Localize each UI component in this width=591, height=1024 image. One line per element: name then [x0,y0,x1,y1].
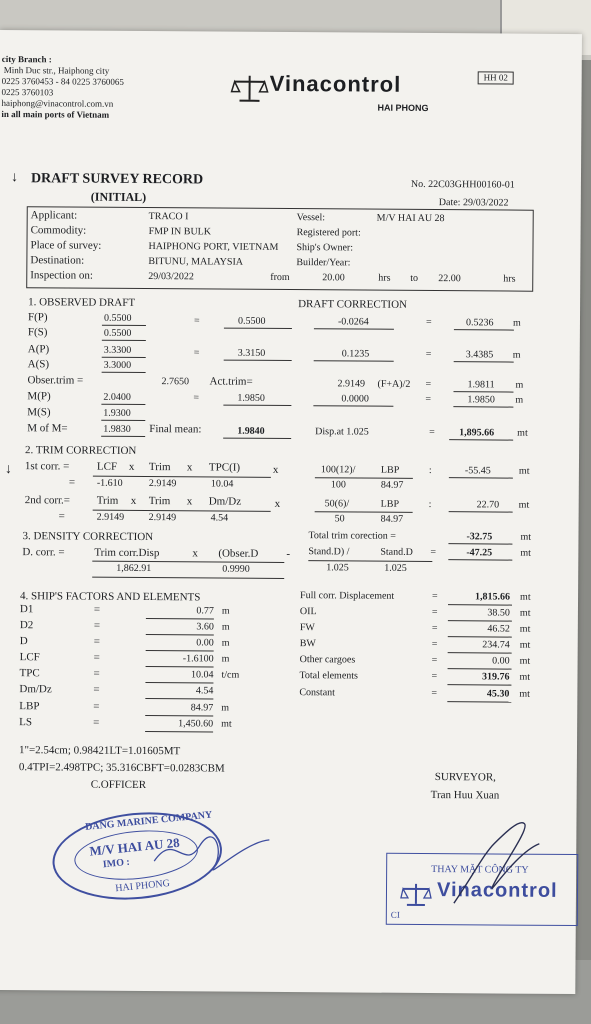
element-unit: mt [519,607,531,619]
element-unit: mt [519,688,530,700]
rule [145,731,213,732]
fa-result-value: 1.9811 [467,379,495,391]
rule [313,405,393,407]
element-value: 45.30 [486,688,510,700]
rule [448,543,512,544]
equals-sign: = [431,623,438,635]
factor-label: D1 [19,603,34,616]
ships-factors-title: 4. SHIP'S FACTORS AND ELEMENTS [20,590,201,604]
rule [101,404,145,405]
document-number: No. 22C03GHH00160-01 [410,178,515,191]
factor-label: LS [19,716,33,729]
ms-value: 1.9300 [103,407,131,419]
factor-value: 1,450.60 [178,718,214,730]
times-sign: x [128,460,135,473]
ship-stamp-vessel: M/V HAI AU 28 [88,834,181,859]
rule [453,406,513,407]
factor-value: 4.54 [195,685,214,697]
branch-phone: 0225 3760453 - 84 0225 3760065 [1,76,124,87]
factor-unit: m [221,702,230,714]
commodity-label: Commodity: [30,224,87,237]
total-trim-label: Total trim corection = [308,530,396,542]
element-label: Other cargoes [299,654,356,666]
rule [454,361,514,362]
equals-sign: = [431,607,438,619]
second-corr-result: 22.70 [476,499,500,511]
factor-label: TPC [19,667,40,680]
fraction-header: 50(6)/ [324,498,350,510]
branch-email: haiphong@vinacontrol.com.vn [1,98,114,109]
rule [447,684,511,685]
dmdz-value: 4.54 [210,512,229,524]
equals-sign: = [68,476,76,489]
rule [145,682,213,683]
equals-sign: = [431,688,438,700]
stand-d-label-2: Stand.D [380,546,413,558]
fp-label: F(P) [27,311,48,324]
mp-value: 2.0400 [103,391,131,403]
ship-stamp-city: HAI PHONG [114,877,171,895]
unit-mt: mt [520,547,531,559]
times-sign: x [272,463,279,476]
rule [146,650,214,651]
vinacontrol-stamp-logo: Vinacontrol [436,879,558,902]
density-correction-title: 3. DENSITY CORRECTION [22,530,154,544]
m-result-value: 1.9850 [467,394,495,406]
obser-trim-value: 2.7650 [161,376,190,388]
element-unit: mt [519,671,531,683]
element-label: Constant [299,687,335,699]
unit-m: m [515,394,524,406]
factor-value: 0.00 [196,637,214,649]
rule [101,420,145,421]
equals-sign: = [93,683,100,696]
equals-sign: = [425,378,432,391]
factor-value: 0.77 [196,605,214,617]
trim-header: Trim [96,494,119,507]
element-value: 319.76 [481,671,510,683]
rule [449,439,513,440]
draft-correction-title: DRAFT CORRECTION [298,298,408,311]
lbp-header: LBP [380,498,400,510]
trim-header: Trim [148,461,171,474]
rule [315,477,413,479]
factor-label: Dm/Dz [19,683,52,696]
fa-value: 2.9149 [337,378,366,390]
stand-d-label: Stand.D) / [308,546,350,558]
second-corr-label: 2nd corr.= [24,494,71,507]
observed-draft-title: 1. OBSERVED DRAFT [28,296,136,309]
rule [146,666,214,667]
ship-stamp-company: DANG MARINE COMPANY [84,809,213,833]
factor-unit: mt [221,718,232,730]
ms-label: M(S) [27,406,51,419]
surveyor-signature [434,813,545,914]
applicant-value: TRACO I [148,211,189,223]
factor-label: D2 [19,619,34,632]
chief-officer-label: C.OFFICER [90,778,147,792]
dmdz-header: Dm/Dz [208,495,242,508]
from-time: 20.00 [322,272,345,284]
element-value: 234.74 [482,639,510,651]
unit-m: m [512,349,521,361]
first-corr-label: 1st corr. = [24,460,70,473]
rule [449,477,513,478]
lbp-header: LBP [380,464,400,476]
registered-port-label: Registered port: [296,227,361,239]
equals-sign: = [93,619,101,632]
rule [447,701,511,702]
ap-label: A(P) [27,343,50,356]
element-unit: mt [519,623,531,635]
a-result-value: 3.4385 [465,349,494,361]
element-label: FW [299,622,315,634]
times-sign: x [186,495,193,508]
factor-value: 10.04 [190,669,214,681]
element-unit: mt [520,591,531,603]
ship-stamp-imo: IMO : [102,856,131,871]
equals-sign: = [429,427,435,439]
element-value: 1,815.66 [475,591,511,603]
conversion-line-2: 0.4TPI=2.498TPC; 35.316CBFT=0.0283CBM [18,761,225,775]
total-trim-value: -32.75 [466,531,493,543]
bullet-mark: ↓ [10,170,19,186]
vessel-label: Vessel: [296,212,326,224]
factor-value: 3.60 [196,621,214,633]
inspection-value: 29/03/2022 [148,271,194,283]
tpc-header: TPC(I) [208,461,241,474]
factor-unit: m [221,653,230,665]
m-correction-value: 0.0000 [341,393,369,405]
lcf-value: -1.610 [96,477,123,489]
element-value: 38.50 [487,607,510,619]
trim-correction-title: 2. TRIM CORRECTION [25,444,137,457]
destination-label: Destination: [30,254,85,267]
rule [223,405,291,406]
factor-unit: m [221,605,230,617]
unit-mt: mt [518,465,530,477]
f-result-value: 0.5236 [465,317,494,329]
lbp-value: 84.97 [380,479,404,491]
rule [448,559,512,560]
fp-value: 0.5500 [103,312,132,324]
final-mean-label: Final mean: [149,423,202,436]
factor-unit: t/cm [221,669,240,681]
equals-sign: = [93,700,100,713]
equals-sign: = [431,639,438,651]
act-trim-value: 1.9850 [237,392,265,404]
rule [92,577,284,579]
trim-header: Trim [148,495,171,508]
to-time: 22.00 [438,273,461,285]
unit-mt: mt [518,499,530,511]
surveyor-name: Tran Huu Xuan [430,789,500,802]
f-mean-value: 0.5500 [237,315,266,327]
logo-subtitle: HAI PHONG [377,102,429,113]
equals-sign: = [431,671,438,683]
equals-sign: = [425,348,432,361]
rule [102,372,146,373]
fs-value: 0.5500 [103,327,132,339]
a-correction-value: 0.1235 [341,348,370,360]
rule [314,360,394,362]
from-label: from [270,271,290,284]
record-title: DRAFT SURVEY RECORD [30,171,204,188]
obser-trim-label: Obser.trim = [27,374,84,387]
rule [102,325,146,326]
factor-label: D [19,635,28,648]
factor-label: LBP [19,700,40,713]
m-of-m-label: M of M= [27,422,68,435]
unit-m: m [512,317,521,329]
rule [146,618,214,619]
times-sign: x [130,494,137,507]
f-correction-value: -0.0264 [337,316,369,328]
trim-value: 2.9149 [148,478,177,490]
equals-sign: = [93,635,100,648]
rule [224,328,292,329]
equals-sign: = [93,716,100,729]
rule [315,511,413,513]
rule [448,620,512,621]
surveyor-title: SURVEYOR, [434,771,496,784]
applicant-label: Applicant: [30,209,78,222]
element-value: 46.52 [487,623,510,635]
factor-unit: m [221,637,230,649]
place-value: HAIPHONG PORT, VIETNAM [148,241,279,253]
lbp-value: 84.97 [380,513,404,525]
hundred-value: 100 [330,479,346,491]
rule [102,340,146,341]
element-label: Total elements [299,670,358,682]
commodity-value: FMP IN BULK [148,226,212,238]
element-unit: mt [519,639,531,651]
branch-name: city Branch : [1,54,52,65]
to-label: to [410,272,419,284]
as-label: A(S) [27,358,50,371]
from-hrs: hrs [378,272,391,284]
branch-address: Minh Duc str., Haiphong city [3,65,110,76]
conversion-line-1: 1"=2.54cm; 0.98421LT=1.01605MT [18,744,181,758]
equals-sign: = [432,591,438,603]
document-page [0,30,582,994]
displacement-value: 1,895.66 [459,427,495,439]
trim-value: 2.9149 [96,511,125,523]
branch-ports: in all main ports of Vietnam [1,109,110,120]
equals-sign: = [93,651,100,664]
times-sign: x [274,497,281,510]
rule [146,634,214,635]
document-date: Date: 29/03/2022 [438,197,509,209]
rule [314,328,394,330]
ap-value: 3.3300 [103,344,132,356]
element-label: BW [299,638,316,650]
element-label: Full corr. Displacement [300,590,395,602]
a-mean-value: 3.3150 [237,347,266,359]
density-corr-label: D. corr. = [22,546,65,559]
density-corr-value: -47.25 [466,547,493,559]
rule [145,698,213,699]
equals-sign: = [425,316,432,329]
obser-d-value: 0.9990 [222,563,250,575]
trim-corr-disp-value: 1,862.91 [116,562,152,575]
vinacontrol-stamp-text: THAY MẶT CÔNG TY [431,864,529,876]
branch-fax: 0225 3760103 [1,87,54,98]
displacement-label: Disp.at 1.025 [315,426,369,438]
times-sign: x [192,547,198,560]
rule [454,329,514,330]
record-subtitle: (INITIAL) [90,189,147,205]
rule [102,357,146,358]
equals-sign: = [93,667,100,680]
times-sign: x [186,461,193,474]
rule [145,715,213,716]
rule [448,668,512,669]
rule [453,391,513,392]
act-trim-label: Act.trim= [209,375,253,388]
unit-mt: mt [520,531,532,543]
bullet-mark: ↓ [4,462,12,478]
element-unit: mt [519,655,531,667]
rule [448,604,512,605]
m-of-m-value: 1.9830 [103,423,131,435]
final-mean-value: 1.9840 [237,425,265,437]
lcf-header: LCF [96,460,118,473]
factor-value: -1.6100 [182,653,214,665]
rule [223,438,291,439]
rule [448,652,512,653]
equals-sign: = [93,603,101,616]
stand-d-value-2: 1.025 [384,562,407,574]
trim-value: 2.9149 [148,512,177,524]
factor-unit: m [221,621,230,633]
rule [101,436,145,437]
minus-sign: - [286,548,291,561]
trim-corr-disp-label: Trim corr.Disp [94,546,160,560]
mp-label: M(P) [27,390,51,403]
vinacontrol-logo-text: Vinacontrol [269,70,402,97]
vinacontrol-stamp-code: CI [390,909,400,920]
equals-sign: = [193,392,200,404]
fa-label: (F+A)/2 [377,378,411,390]
to-hrs: hrs [503,273,516,285]
inspection-label: Inspection on: [30,269,93,282]
element-value: 0.00 [492,655,510,667]
rule [224,360,292,361]
equals-sign: = [58,510,65,523]
first-corr-result: -55.45 [464,465,491,477]
ship-owner-label: Ship's Owner: [296,242,354,254]
equals-sign: = [431,655,438,667]
equals-sign: = [430,547,437,559]
rule [449,511,513,512]
factor-value: 84.97 [190,702,214,714]
unit-m: m [515,379,524,391]
fraction-header: 100(12)/ [320,464,356,476]
rule [448,636,512,637]
builder-year-label: Builder/Year: [296,257,351,269]
destination-value: BITUNU, MALAYSIA [148,256,244,268]
fs-label: F(S) [27,326,48,339]
as-value: 3.3000 [103,359,132,371]
place-label: Place of survey: [30,239,102,252]
factor-label: LCF [19,651,40,664]
colon-sign: : [428,465,432,477]
vessel-value: M/V HAI AU 28 [376,212,445,225]
stand-d-value: 1.025 [326,562,349,574]
form-code: HH 02 [478,71,514,84]
obser-d-label: (Obser.D [218,547,259,560]
equals-sign: = [193,347,200,359]
scale-logo-icon [231,74,267,104]
element-label: OIL [299,606,317,618]
officer-signature [144,821,274,882]
stamp-scale-icon [401,882,431,908]
unit-mt: mt [517,427,528,439]
fifty-value: 50 [334,513,345,525]
equals-sign: = [425,393,432,406]
tpc-value: 10.04 [210,478,234,490]
colon-sign: : [428,499,432,511]
equals-sign: = [193,315,200,327]
